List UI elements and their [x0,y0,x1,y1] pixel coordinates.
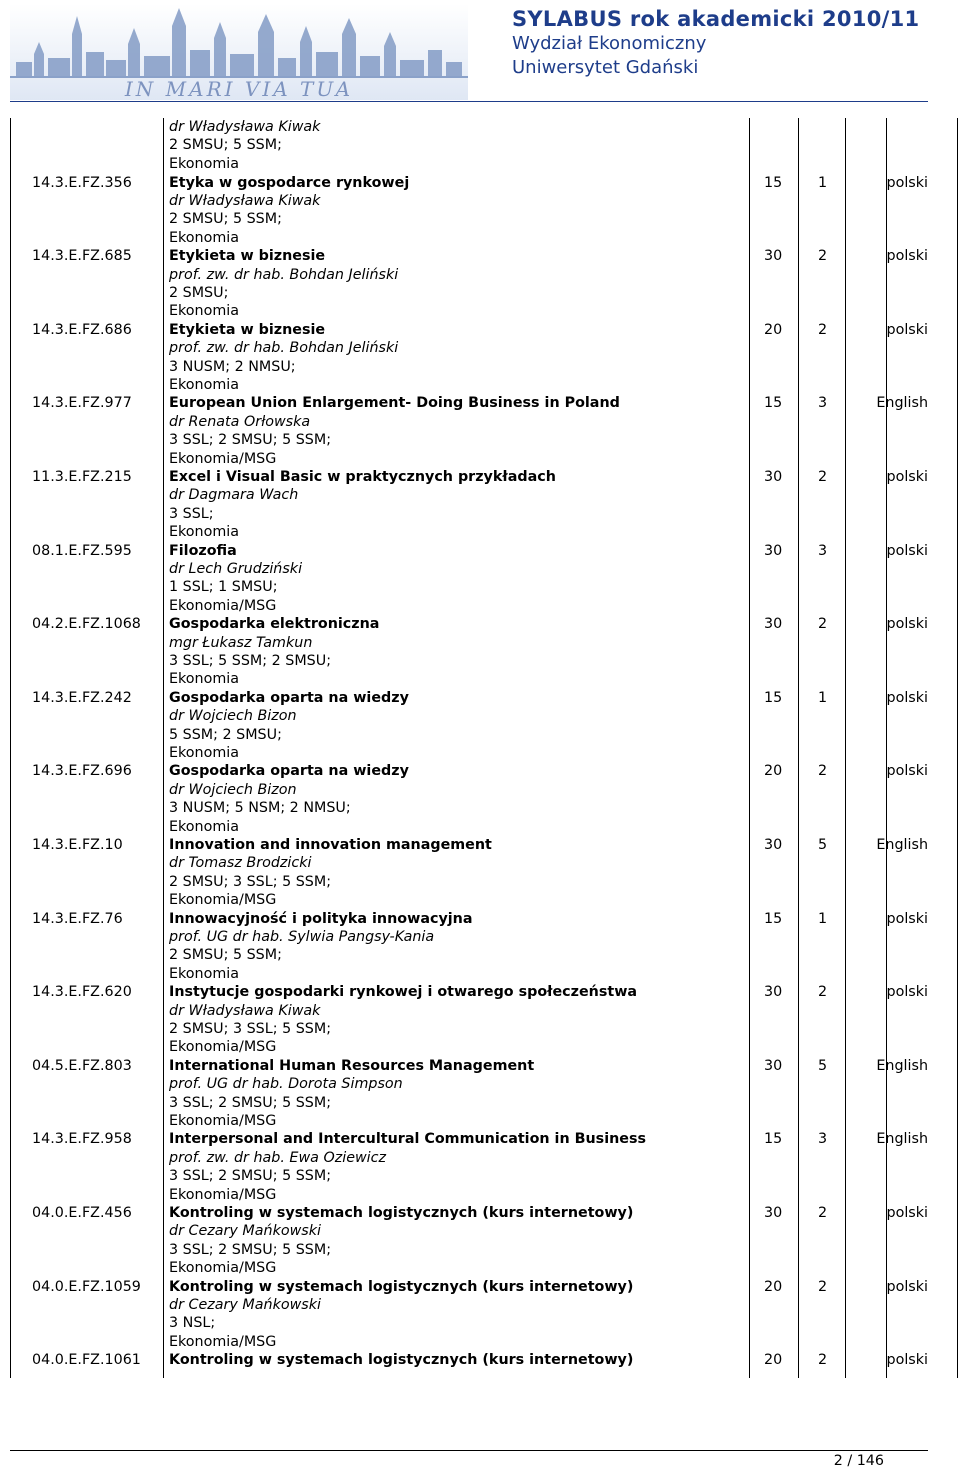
course-title: Kontroling w systemach logistycznych (kurs internetowy) [169,1352,634,1369]
lecturer: prof. zw. dr hab. Ewa Oziewicz [169,1149,387,1166]
course-title: International Human Resources Management [169,1057,535,1074]
lecturer: prof. UG dr hab. Dorota Simpson [169,1076,403,1093]
course-hours: 20 [764,1278,783,1295]
course-hours: 20 [764,321,783,338]
unit: Ekonomia/MSG [169,597,277,614]
course-info [169,394,620,468]
course-hours: 15 [764,395,783,412]
lecturer: dr Wojciech Bizon [169,781,297,798]
course-ects: 2 [818,248,828,265]
course-info [169,247,398,321]
unit: Ekonomia [169,744,240,761]
course-language: English [876,395,928,412]
unit: Ekonomia [169,376,240,393]
course-code: 14.3.E.FZ.242 [32,689,132,706]
column-divider-ects [845,118,846,1378]
course-ects: 3 [818,542,828,559]
course-ects: 2 [818,616,828,633]
course-hours: 30 [764,1204,783,1221]
course-ects: 5 [818,1057,828,1074]
course-title: Kontroling w systemach logistycznych (kurs internetowy) [169,1204,634,1221]
course-ects: 2 [818,1278,828,1295]
student-groups: 2 SMSU; [169,284,229,301]
course-info [169,468,556,542]
course-title: Filozofia [169,542,237,559]
course-ects: 2 [818,321,828,338]
course-ects: 3 [818,395,828,412]
course-code: 04.0.E.FZ.1059 [32,1278,141,1295]
course-info [169,983,637,1057]
course-info [169,1204,633,1278]
student-groups: 2 SMSU; 3 SSL; 5 SSM; [169,1020,332,1037]
lecturer: dr Cezary Mańkowski [169,1223,322,1240]
university-name: Uniwersytet Gdański [512,57,699,78]
course-ects: 1 [818,174,828,191]
unit: Ekonomia/MSG [169,1333,277,1350]
course-language: polski [886,616,928,633]
course-language: polski [886,1278,928,1295]
course-code: 14.3.E.FZ.977 [32,395,132,412]
course-code: 11.3.E.FZ.215 [32,468,132,485]
lecturer: dr Władysława Kiwak [169,119,321,135]
course-code: 04.0.E.FZ.1061 [32,1352,141,1369]
student-groups: 3 NUSM; 5 NSM; 2 NMSU; [169,800,351,817]
unit: Ekonomia [169,229,240,246]
course-hours: 20 [764,1352,783,1369]
unit: Ekonomia [169,671,240,688]
course-info [169,615,379,689]
course-hours: 30 [764,542,783,559]
logo-motto: IN MARI VIA TUA [124,77,354,100]
lecturer: dr Tomasz Brodzicki [169,855,312,872]
column-divider-hours [798,118,799,1378]
unit: Ekonomia [169,965,240,982]
course-hours: 30 [764,984,783,1001]
course-hours: 15 [764,689,783,706]
course-ects: 2 [818,984,828,1001]
student-groups: 3 SSL; [169,505,214,522]
course-language: polski [886,910,928,927]
course-title: Innovation and innovation management [169,836,492,853]
course-code: 14.3.E.FZ.696 [32,763,132,780]
lecturer: prof. zw. dr hab. Bohdan Jeliński [169,266,399,283]
course-title: Innowacyjność i polityka innowacyjna [169,910,473,927]
table-border-right [957,118,958,1378]
course-info [169,762,409,836]
course-code: 14.3.E.FZ.686 [32,321,132,338]
student-groups: 2 SMSU; 5 SSM; [169,137,282,154]
student-groups: 3 SSL; 2 SMSU; 5 SSM; [169,1094,332,1111]
course-title: Etyka w gospodarce rynkowej [169,174,410,191]
lecturer: mgr Łukasz Tamkun [169,634,313,651]
unit: Ekonomia/MSG [169,892,277,909]
student-groups: 1 SSL; 1 SMSU; [169,579,278,596]
course-language: English [876,1057,928,1074]
course-title: Gospodarka elektroniczna [169,616,380,633]
column-divider-code [163,118,164,1378]
column-divider-info [749,118,750,1378]
course-ects: 1 [818,910,828,927]
course-hours: 30 [764,248,783,265]
course-ects: 5 [818,836,828,853]
course-ects: 2 [818,1352,828,1369]
course-code: 08.1.E.FZ.595 [32,542,132,559]
course-title: Gospodarka oparta na wiedzy [169,689,409,706]
course-table [10,118,958,1378]
lecturer: prof. zw. dr hab. Bohdan Jeliński [169,340,399,357]
course-hours: 15 [764,174,783,191]
student-groups: 2 SMSU; 3 SSL; 5 SSM; [169,873,332,890]
faculty-name: Wydział Ekonomiczny [512,33,707,54]
course-ects: 2 [818,1204,828,1221]
lecturer: prof. UG dr hab. Sylwia Pangsy-Kania [169,928,435,945]
course-code: 14.3.E.FZ.76 [32,910,123,927]
unit: Ekonomia [169,524,240,541]
course-ects: 2 [818,468,828,485]
table-border-left [10,118,11,1378]
course-hours: 30 [764,468,783,485]
course-title: Etykieta w biznesie [169,321,326,338]
course-language: polski [886,174,928,191]
course-code: 14.3.E.FZ.356 [32,174,132,191]
course-code: 14.3.E.FZ.620 [32,984,132,1001]
student-groups: 5 SSM; 2 SMSU; [169,726,282,743]
course-code: 04.2.E.FZ.1068 [32,616,141,633]
lecturer: dr Cezary Mańkowski [169,1296,322,1313]
course-hours: 30 [764,1057,783,1074]
course-ects: 2 [818,763,828,780]
course-info [169,174,409,248]
student-groups: 2 SMSU; 5 SSM; [169,947,282,964]
course-title: Instytucje gospodarki rynkowej i otwarego społeczeństwa [169,984,638,1001]
course-ects: 1 [818,689,828,706]
course-code: 04.5.E.FZ.803 [32,1057,132,1074]
footer-divider [10,1450,928,1451]
unit: Ekonomia/MSG [169,1112,277,1129]
course-language: polski [886,248,928,265]
university-logo [10,4,468,100]
page-header [0,0,960,104]
unit: Ekonomia [169,303,240,320]
student-groups: 3 NSL; [169,1315,216,1332]
course-language: polski [886,984,928,1001]
unit: Ekonomia/MSG [169,1039,277,1056]
course-code: 14.3.E.FZ.10 [32,836,123,853]
course-language: English [876,1131,928,1148]
course-title: European Union Enlargement- Doing Business in Poland [169,395,620,412]
course-language: polski [886,763,928,780]
student-groups: 3 SSL; 2 SMSU; 5 SSM; [169,1241,332,1258]
course-info [169,321,398,395]
course-code: 14.3.E.FZ.958 [32,1131,132,1148]
course-info [169,910,473,984]
column-divider-lang [886,118,887,1378]
unit: Ekonomia [169,818,240,835]
unit: Ekonomia/MSG [169,450,277,467]
course-hours: 30 [764,616,783,633]
student-groups: 3 SSL; 2 SMSU; 5 SSM; [169,1168,332,1185]
course-language: polski [886,468,928,485]
lecturer: dr Wojciech Bizon [169,708,297,725]
student-groups: 3 NUSM; 2 NMSU; [169,358,296,375]
course-info [169,542,302,616]
course-hours: 20 [764,763,783,780]
lecturer: dr Lech Grudziński [169,560,303,577]
course-info [169,1351,633,1369]
lecturer: dr Renata Orłowska [169,413,311,430]
course-hours: 30 [764,836,783,853]
header-divider [10,101,928,102]
course-language: polski [886,689,928,706]
lecturer: dr Władysława Kiwak [169,1002,321,1019]
student-groups: 3 SSL; 2 SMSU; 5 SSM; [169,432,332,449]
course-code: 04.0.E.FZ.456 [32,1204,132,1221]
student-groups: 3 SSL; 5 SSM; 2 SMSU; [169,652,332,669]
course-language: polski [886,1204,928,1221]
student-groups: 2 SMSU; 5 SSM; [169,211,282,228]
course-info [169,689,409,763]
course-language: polski [886,321,928,338]
course-hours: 15 [764,910,783,927]
course-title: Excel i Visual Basic w praktycznych przykładach [169,468,556,485]
unit: Ekonomia/MSG [169,1186,277,1203]
course-title: Kontroling w systemach logistycznych (kurs internetowy) [169,1278,634,1295]
unit: Ekonomia/MSG [169,1260,277,1277]
course-language: polski [886,1352,928,1369]
course-language: polski [886,542,928,559]
course-code: 14.3.E.FZ.685 [32,248,132,265]
course-language: English [876,836,928,853]
header-text [512,6,919,80]
course-title: Etykieta w biznesie [169,248,326,265]
syllabus-title: SYLABUS rok akademicki 2010/11 [512,7,920,31]
page-number: 2 / 146 [833,1453,884,1469]
course-info [169,1130,646,1204]
course-info [169,1057,534,1131]
course-info [169,836,492,910]
lecturer: dr Dagmara Wach [169,487,299,504]
course-info [169,1278,633,1352]
course-hours: 15 [764,1131,783,1148]
course-title: Interpersonal and Intercultural Communication in Business [169,1131,646,1148]
unit: Ekonomia [169,155,240,172]
lecturer: dr Władysława Kiwak [169,192,321,209]
course-ects: 3 [818,1131,828,1148]
course-title: Gospodarka oparta na wiedzy [169,763,409,780]
